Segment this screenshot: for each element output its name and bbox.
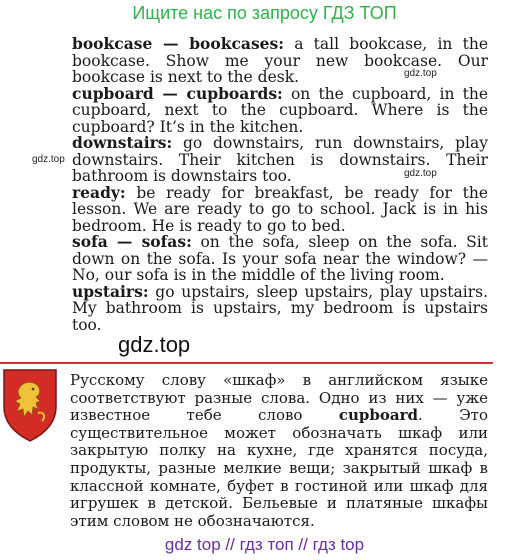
entry-text: go downstairs, run downstairs, play downstairs. Their kitchen is downstairs. Their bathroom is downstairs too.	[72, 134, 488, 185]
entry-sofa	[72, 234, 488, 284]
entry-term: bookcase — bookcases:	[72, 34, 284, 53]
lion-shield-icon	[0, 367, 60, 443]
entry-text: on the sofa, sleep on the sofa. Sit down on the sofa. Is your sofa near the window? — No, our sofa is in the middle of the living room.	[72, 233, 488, 284]
entry-upstairs	[72, 281, 488, 334]
entry-term: downstairs:	[72, 133, 173, 152]
entry-term: upstairs:	[72, 281, 149, 301]
entry-ready	[72, 182, 488, 235]
watermark-small: gdz.top	[404, 68, 437, 79]
footer-watermark: gdz top // гдз топ // гдз top	[164, 535, 365, 554]
note-keyword: cupboard	[338, 406, 419, 425]
entry-cupboard	[72, 83, 489, 136]
entry-text: on the cupboard, in the cupboard, next to the cupboard. Where is the cupboard? It’s in the kitchen.	[72, 84, 489, 136]
watermark-small: gdz.top	[404, 168, 437, 179]
vocabulary-entries	[72, 36, 488, 333]
top-banner: Ищите нас по запросу ГДЗ ТОП	[132, 3, 397, 23]
entry-term: cupboard — cupboards:	[72, 83, 283, 103]
entry-text: go upstairs, sleep upstairs, play upstairs. My bathroom is upstairs, my bedroom is upstairs too.	[72, 282, 488, 334]
entry-text: a tall bookcase, in the bookcase. Show me your new bookcase. Our bookcase is next to the desk.	[72, 35, 488, 86]
section-divider	[0, 362, 493, 364]
entry-text: be ready for breakfast, be ready for the lesson. We are ready to go to school. Jack is in his bedroom. He is ready to go to bed.	[72, 183, 488, 235]
note-text: Русскому слову «шкаф» в английском языке соответствуют разные слова. Одно из них — уже известное тебе слово	[70, 371, 488, 425]
entry-term: ready:	[72, 182, 126, 202]
grammar-note	[70, 372, 488, 530]
watermark-large: gdz.top	[118, 332, 191, 357]
watermark-small: gdz.top	[32, 154, 65, 165]
entry-term: sofa — sofas:	[72, 232, 192, 251]
note-text: . Это существительное может обозначать шкаф или закрытую полку на кухне, где хранятся посуда, продукты, разные мелкие вещи; закрытый шкаф в классной комнате, буфет в гостиной или шкаф для игрушек в детской. Бельевые и платяные шкафы этим словом не обозначаются.	[70, 406, 489, 530]
